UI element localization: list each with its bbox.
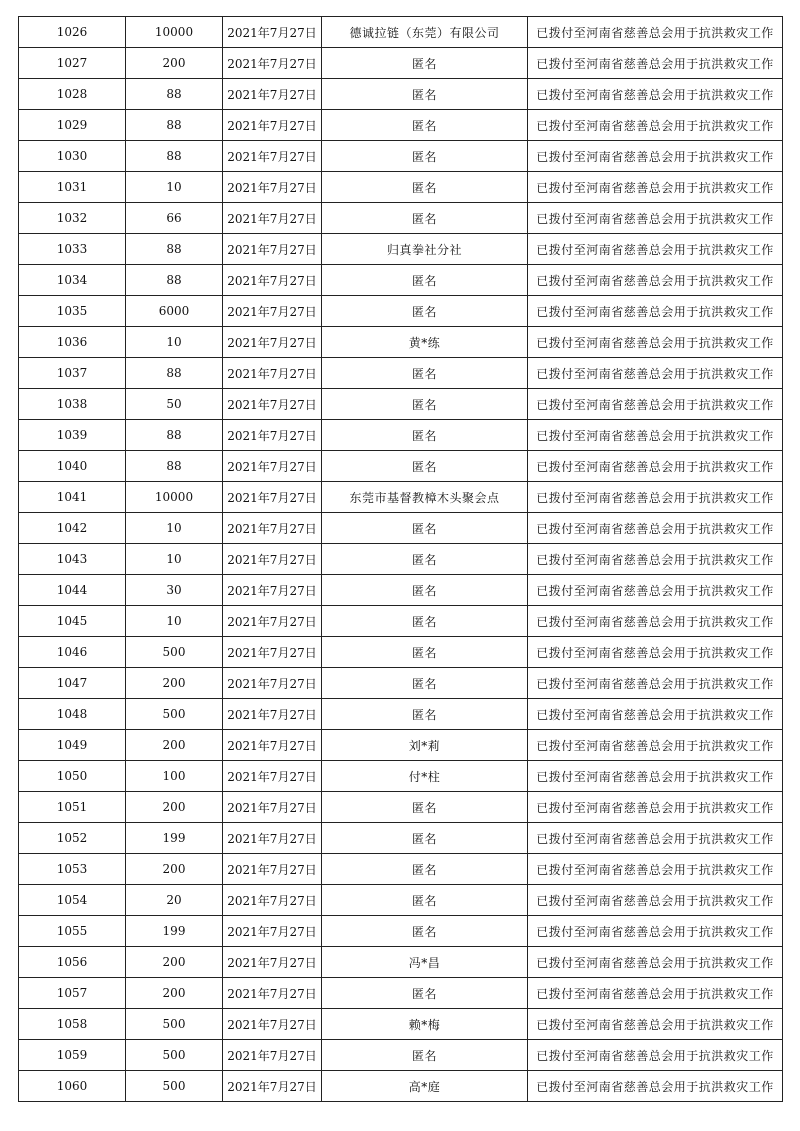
date-cell: 2021年7月27日 xyxy=(223,110,322,141)
date-cell: 2021年7月27日 xyxy=(223,854,322,885)
donation-table xyxy=(18,16,783,1102)
table-row xyxy=(19,637,783,668)
date-cell: 2021年7月27日 xyxy=(223,172,322,203)
donor-cell: 匿名 xyxy=(322,203,528,234)
date-cell: 2021年7月27日 xyxy=(223,141,322,172)
usage-cell: 已拨付至河南省慈善总会用于抗洪救灾工作 xyxy=(528,606,783,637)
donor-cell: 匿名 xyxy=(322,637,528,668)
usage-cell: 已拨付至河南省慈善总会用于抗洪救灾工作 xyxy=(528,203,783,234)
table-row xyxy=(19,1071,783,1102)
table-row xyxy=(19,389,783,420)
date-cell: 2021年7月27日 xyxy=(223,420,322,451)
donor-cell: 匿名 xyxy=(322,358,528,389)
usage-cell: 已拨付至河南省慈善总会用于抗洪救灾工作 xyxy=(528,172,783,203)
usage-cell: 已拨付至河南省慈善总会用于抗洪救灾工作 xyxy=(528,668,783,699)
donor-cell: 匿名 xyxy=(322,141,528,172)
date-cell: 2021年7月27日 xyxy=(223,637,322,668)
date-cell: 2021年7月27日 xyxy=(223,885,322,916)
amount-cell: 500 xyxy=(126,1071,223,1102)
serial-number-cell: 1033 xyxy=(19,234,126,265)
donor-cell: 匿名 xyxy=(322,854,528,885)
date-cell: 2021年7月27日 xyxy=(223,575,322,606)
date-cell: 2021年7月27日 xyxy=(223,482,322,513)
date-cell: 2021年7月27日 xyxy=(223,265,322,296)
donor-cell: 匿名 xyxy=(322,575,528,606)
serial-number-cell: 1043 xyxy=(19,544,126,575)
usage-cell: 已拨付至河南省慈善总会用于抗洪救灾工作 xyxy=(528,916,783,947)
serial-number-cell: 1053 xyxy=(19,854,126,885)
serial-number-cell: 1042 xyxy=(19,513,126,544)
donor-cell: 赖*梅 xyxy=(322,1009,528,1040)
amount-cell: 10 xyxy=(126,513,223,544)
date-cell: 2021年7月27日 xyxy=(223,79,322,110)
date-cell: 2021年7月27日 xyxy=(223,17,322,48)
donor-cell: 匿名 xyxy=(322,668,528,699)
table-row xyxy=(19,141,783,172)
usage-cell: 已拨付至河南省慈善总会用于抗洪救灾工作 xyxy=(528,141,783,172)
amount-cell: 30 xyxy=(126,575,223,606)
amount-cell: 88 xyxy=(126,358,223,389)
usage-cell: 已拨付至河南省慈善总会用于抗洪救灾工作 xyxy=(528,234,783,265)
donor-cell: 匿名 xyxy=(322,48,528,79)
table-row xyxy=(19,110,783,141)
table-row xyxy=(19,203,783,234)
usage-cell: 已拨付至河南省慈善总会用于抗洪救灾工作 xyxy=(528,48,783,79)
table-row xyxy=(19,792,783,823)
usage-cell: 已拨付至河南省慈善总会用于抗洪救灾工作 xyxy=(528,513,783,544)
serial-number-cell: 1047 xyxy=(19,668,126,699)
amount-cell: 88 xyxy=(126,79,223,110)
table-row xyxy=(19,978,783,1009)
donor-cell: 归真拳社分社 xyxy=(322,234,528,265)
date-cell: 2021年7月27日 xyxy=(223,48,322,79)
table-row xyxy=(19,730,783,761)
serial-number-cell: 1050 xyxy=(19,761,126,792)
table-row xyxy=(19,358,783,389)
usage-cell: 已拨付至河南省慈善总会用于抗洪救灾工作 xyxy=(528,327,783,358)
usage-cell: 已拨付至河南省慈善总会用于抗洪救灾工作 xyxy=(528,792,783,823)
donor-cell: 德诚拉链（东莞）有限公司 xyxy=(322,17,528,48)
table-row xyxy=(19,420,783,451)
serial-number-cell: 1039 xyxy=(19,420,126,451)
amount-cell: 88 xyxy=(126,110,223,141)
table-row xyxy=(19,451,783,482)
usage-cell: 已拨付至河南省慈善总会用于抗洪救灾工作 xyxy=(528,265,783,296)
donor-cell: 东莞市基督教樟木头聚会点 xyxy=(322,482,528,513)
date-cell: 2021年7月27日 xyxy=(223,947,322,978)
usage-cell: 已拨付至河南省慈善总会用于抗洪救灾工作 xyxy=(528,544,783,575)
donor-cell: 匿名 xyxy=(322,420,528,451)
date-cell: 2021年7月27日 xyxy=(223,978,322,1009)
amount-cell: 10 xyxy=(126,327,223,358)
amount-cell: 200 xyxy=(126,792,223,823)
serial-number-cell: 1044 xyxy=(19,575,126,606)
donor-cell: 匿名 xyxy=(322,79,528,110)
date-cell: 2021年7月27日 xyxy=(223,730,322,761)
serial-number-cell: 1040 xyxy=(19,451,126,482)
donor-cell: 匿名 xyxy=(322,978,528,1009)
donor-cell: 匿名 xyxy=(322,544,528,575)
usage-cell: 已拨付至河南省慈善总会用于抗洪救灾工作 xyxy=(528,1040,783,1071)
donor-cell: 匿名 xyxy=(322,265,528,296)
table-row xyxy=(19,79,783,110)
table-row xyxy=(19,854,783,885)
serial-number-cell: 1032 xyxy=(19,203,126,234)
amount-cell: 88 xyxy=(126,420,223,451)
table-row xyxy=(19,544,783,575)
serial-number-cell: 1036 xyxy=(19,327,126,358)
usage-cell: 已拨付至河南省慈善总会用于抗洪救灾工作 xyxy=(528,699,783,730)
date-cell: 2021年7月27日 xyxy=(223,916,322,947)
amount-cell: 200 xyxy=(126,854,223,885)
usage-cell: 已拨付至河南省慈善总会用于抗洪救灾工作 xyxy=(528,978,783,1009)
serial-number-cell: 1034 xyxy=(19,265,126,296)
serial-number-cell: 1049 xyxy=(19,730,126,761)
table-row xyxy=(19,575,783,606)
serial-number-cell: 1052 xyxy=(19,823,126,854)
amount-cell: 500 xyxy=(126,699,223,730)
date-cell: 2021年7月27日 xyxy=(223,327,322,358)
usage-cell: 已拨付至河南省慈善总会用于抗洪救灾工作 xyxy=(528,358,783,389)
amount-cell: 200 xyxy=(126,730,223,761)
date-cell: 2021年7月27日 xyxy=(223,1009,322,1040)
table-row xyxy=(19,699,783,730)
usage-cell: 已拨付至河南省慈善总会用于抗洪救灾工作 xyxy=(528,1071,783,1102)
donor-cell: 高*庭 xyxy=(322,1071,528,1102)
amount-cell: 199 xyxy=(126,823,223,854)
amount-cell: 200 xyxy=(126,48,223,79)
amount-cell: 10 xyxy=(126,172,223,203)
amount-cell: 10000 xyxy=(126,482,223,513)
serial-number-cell: 1051 xyxy=(19,792,126,823)
serial-number-cell: 1035 xyxy=(19,296,126,327)
date-cell: 2021年7月27日 xyxy=(223,606,322,637)
table-row xyxy=(19,296,783,327)
usage-cell: 已拨付至河南省慈善总会用于抗洪救灾工作 xyxy=(528,420,783,451)
usage-cell: 已拨付至河南省慈善总会用于抗洪救灾工作 xyxy=(528,451,783,482)
date-cell: 2021年7月27日 xyxy=(223,823,322,854)
donor-cell: 匿名 xyxy=(322,451,528,482)
amount-cell: 100 xyxy=(126,761,223,792)
table-row xyxy=(19,1009,783,1040)
amount-cell: 20 xyxy=(126,885,223,916)
amount-cell: 10000 xyxy=(126,17,223,48)
amount-cell: 88 xyxy=(126,141,223,172)
usage-cell: 已拨付至河南省慈善总会用于抗洪救灾工作 xyxy=(528,296,783,327)
amount-cell: 88 xyxy=(126,451,223,482)
table-row xyxy=(19,916,783,947)
date-cell: 2021年7月27日 xyxy=(223,668,322,699)
table-row xyxy=(19,48,783,79)
usage-cell: 已拨付至河南省慈善总会用于抗洪救灾工作 xyxy=(528,854,783,885)
table-row xyxy=(19,172,783,203)
amount-cell: 500 xyxy=(126,1040,223,1071)
serial-number-cell: 1057 xyxy=(19,978,126,1009)
amount-cell: 50 xyxy=(126,389,223,420)
serial-number-cell: 1030 xyxy=(19,141,126,172)
date-cell: 2021年7月27日 xyxy=(223,451,322,482)
table-row xyxy=(19,265,783,296)
table-row xyxy=(19,1040,783,1071)
date-cell: 2021年7月27日 xyxy=(223,513,322,544)
table-row xyxy=(19,823,783,854)
serial-number-cell: 1028 xyxy=(19,79,126,110)
serial-number-cell: 1031 xyxy=(19,172,126,203)
amount-cell: 500 xyxy=(126,637,223,668)
serial-number-cell: 1046 xyxy=(19,637,126,668)
amount-cell: 66 xyxy=(126,203,223,234)
table-row xyxy=(19,947,783,978)
serial-number-cell: 1058 xyxy=(19,1009,126,1040)
usage-cell: 已拨付至河南省慈善总会用于抗洪救灾工作 xyxy=(528,575,783,606)
table-row xyxy=(19,17,783,48)
usage-cell: 已拨付至河南省慈善总会用于抗洪救灾工作 xyxy=(528,79,783,110)
date-cell: 2021年7月27日 xyxy=(223,358,322,389)
usage-cell: 已拨付至河南省慈善总会用于抗洪救灾工作 xyxy=(528,1009,783,1040)
table-row xyxy=(19,327,783,358)
amount-cell: 88 xyxy=(126,265,223,296)
amount-cell: 88 xyxy=(126,234,223,265)
serial-number-cell: 1038 xyxy=(19,389,126,420)
serial-number-cell: 1037 xyxy=(19,358,126,389)
amount-cell: 200 xyxy=(126,947,223,978)
date-cell: 2021年7月27日 xyxy=(223,1071,322,1102)
amount-cell: 6000 xyxy=(126,296,223,327)
date-cell: 2021年7月27日 xyxy=(223,544,322,575)
donor-cell: 匿名 xyxy=(322,916,528,947)
serial-number-cell: 1060 xyxy=(19,1071,126,1102)
donor-cell: 刘*莉 xyxy=(322,730,528,761)
table-row xyxy=(19,482,783,513)
serial-number-cell: 1041 xyxy=(19,482,126,513)
serial-number-cell: 1048 xyxy=(19,699,126,730)
donor-cell: 匿名 xyxy=(322,172,528,203)
serial-number-cell: 1055 xyxy=(19,916,126,947)
usage-cell: 已拨付至河南省慈善总会用于抗洪救灾工作 xyxy=(528,389,783,420)
serial-number-cell: 1056 xyxy=(19,947,126,978)
serial-number-cell: 1029 xyxy=(19,110,126,141)
usage-cell: 已拨付至河南省慈善总会用于抗洪救灾工作 xyxy=(528,482,783,513)
amount-cell: 500 xyxy=(126,1009,223,1040)
table-row xyxy=(19,761,783,792)
table-row xyxy=(19,606,783,637)
serial-number-cell: 1027 xyxy=(19,48,126,79)
date-cell: 2021年7月27日 xyxy=(223,296,322,327)
donor-cell: 黄*练 xyxy=(322,327,528,358)
table-row xyxy=(19,513,783,544)
usage-cell: 已拨付至河南省慈善总会用于抗洪救灾工作 xyxy=(528,17,783,48)
amount-cell: 10 xyxy=(126,606,223,637)
donor-cell: 付*柱 xyxy=(322,761,528,792)
donor-cell: 匿名 xyxy=(322,1040,528,1071)
donor-cell: 匿名 xyxy=(322,296,528,327)
donor-cell: 匿名 xyxy=(322,699,528,730)
donor-cell: 匿名 xyxy=(322,513,528,544)
donor-cell: 匿名 xyxy=(322,389,528,420)
serial-number-cell: 1045 xyxy=(19,606,126,637)
table-row xyxy=(19,234,783,265)
serial-number-cell: 1026 xyxy=(19,17,126,48)
amount-cell: 200 xyxy=(126,668,223,699)
date-cell: 2021年7月27日 xyxy=(223,792,322,823)
usage-cell: 已拨付至河南省慈善总会用于抗洪救灾工作 xyxy=(528,947,783,978)
table-row xyxy=(19,885,783,916)
amount-cell: 199 xyxy=(126,916,223,947)
usage-cell: 已拨付至河南省慈善总会用于抗洪救灾工作 xyxy=(528,730,783,761)
donor-cell: 冯*昌 xyxy=(322,947,528,978)
usage-cell: 已拨付至河南省慈善总会用于抗洪救灾工作 xyxy=(528,885,783,916)
donor-cell: 匿名 xyxy=(322,885,528,916)
usage-cell: 已拨付至河南省慈善总会用于抗洪救灾工作 xyxy=(528,637,783,668)
date-cell: 2021年7月27日 xyxy=(223,1040,322,1071)
date-cell: 2021年7月27日 xyxy=(223,699,322,730)
amount-cell: 200 xyxy=(126,978,223,1009)
amount-cell: 10 xyxy=(126,544,223,575)
date-cell: 2021年7月27日 xyxy=(223,203,322,234)
table-row xyxy=(19,668,783,699)
date-cell: 2021年7月27日 xyxy=(223,234,322,265)
donation-table-body xyxy=(19,17,783,1102)
donor-cell: 匿名 xyxy=(322,792,528,823)
serial-number-cell: 1059 xyxy=(19,1040,126,1071)
usage-cell: 已拨付至河南省慈善总会用于抗洪救灾工作 xyxy=(528,761,783,792)
usage-cell: 已拨付至河南省慈善总会用于抗洪救灾工作 xyxy=(528,110,783,141)
usage-cell: 已拨付至河南省慈善总会用于抗洪救灾工作 xyxy=(528,823,783,854)
date-cell: 2021年7月27日 xyxy=(223,761,322,792)
donor-cell: 匿名 xyxy=(322,823,528,854)
date-cell: 2021年7月27日 xyxy=(223,389,322,420)
serial-number-cell: 1054 xyxy=(19,885,126,916)
donor-cell: 匿名 xyxy=(322,110,528,141)
donor-cell: 匿名 xyxy=(322,606,528,637)
